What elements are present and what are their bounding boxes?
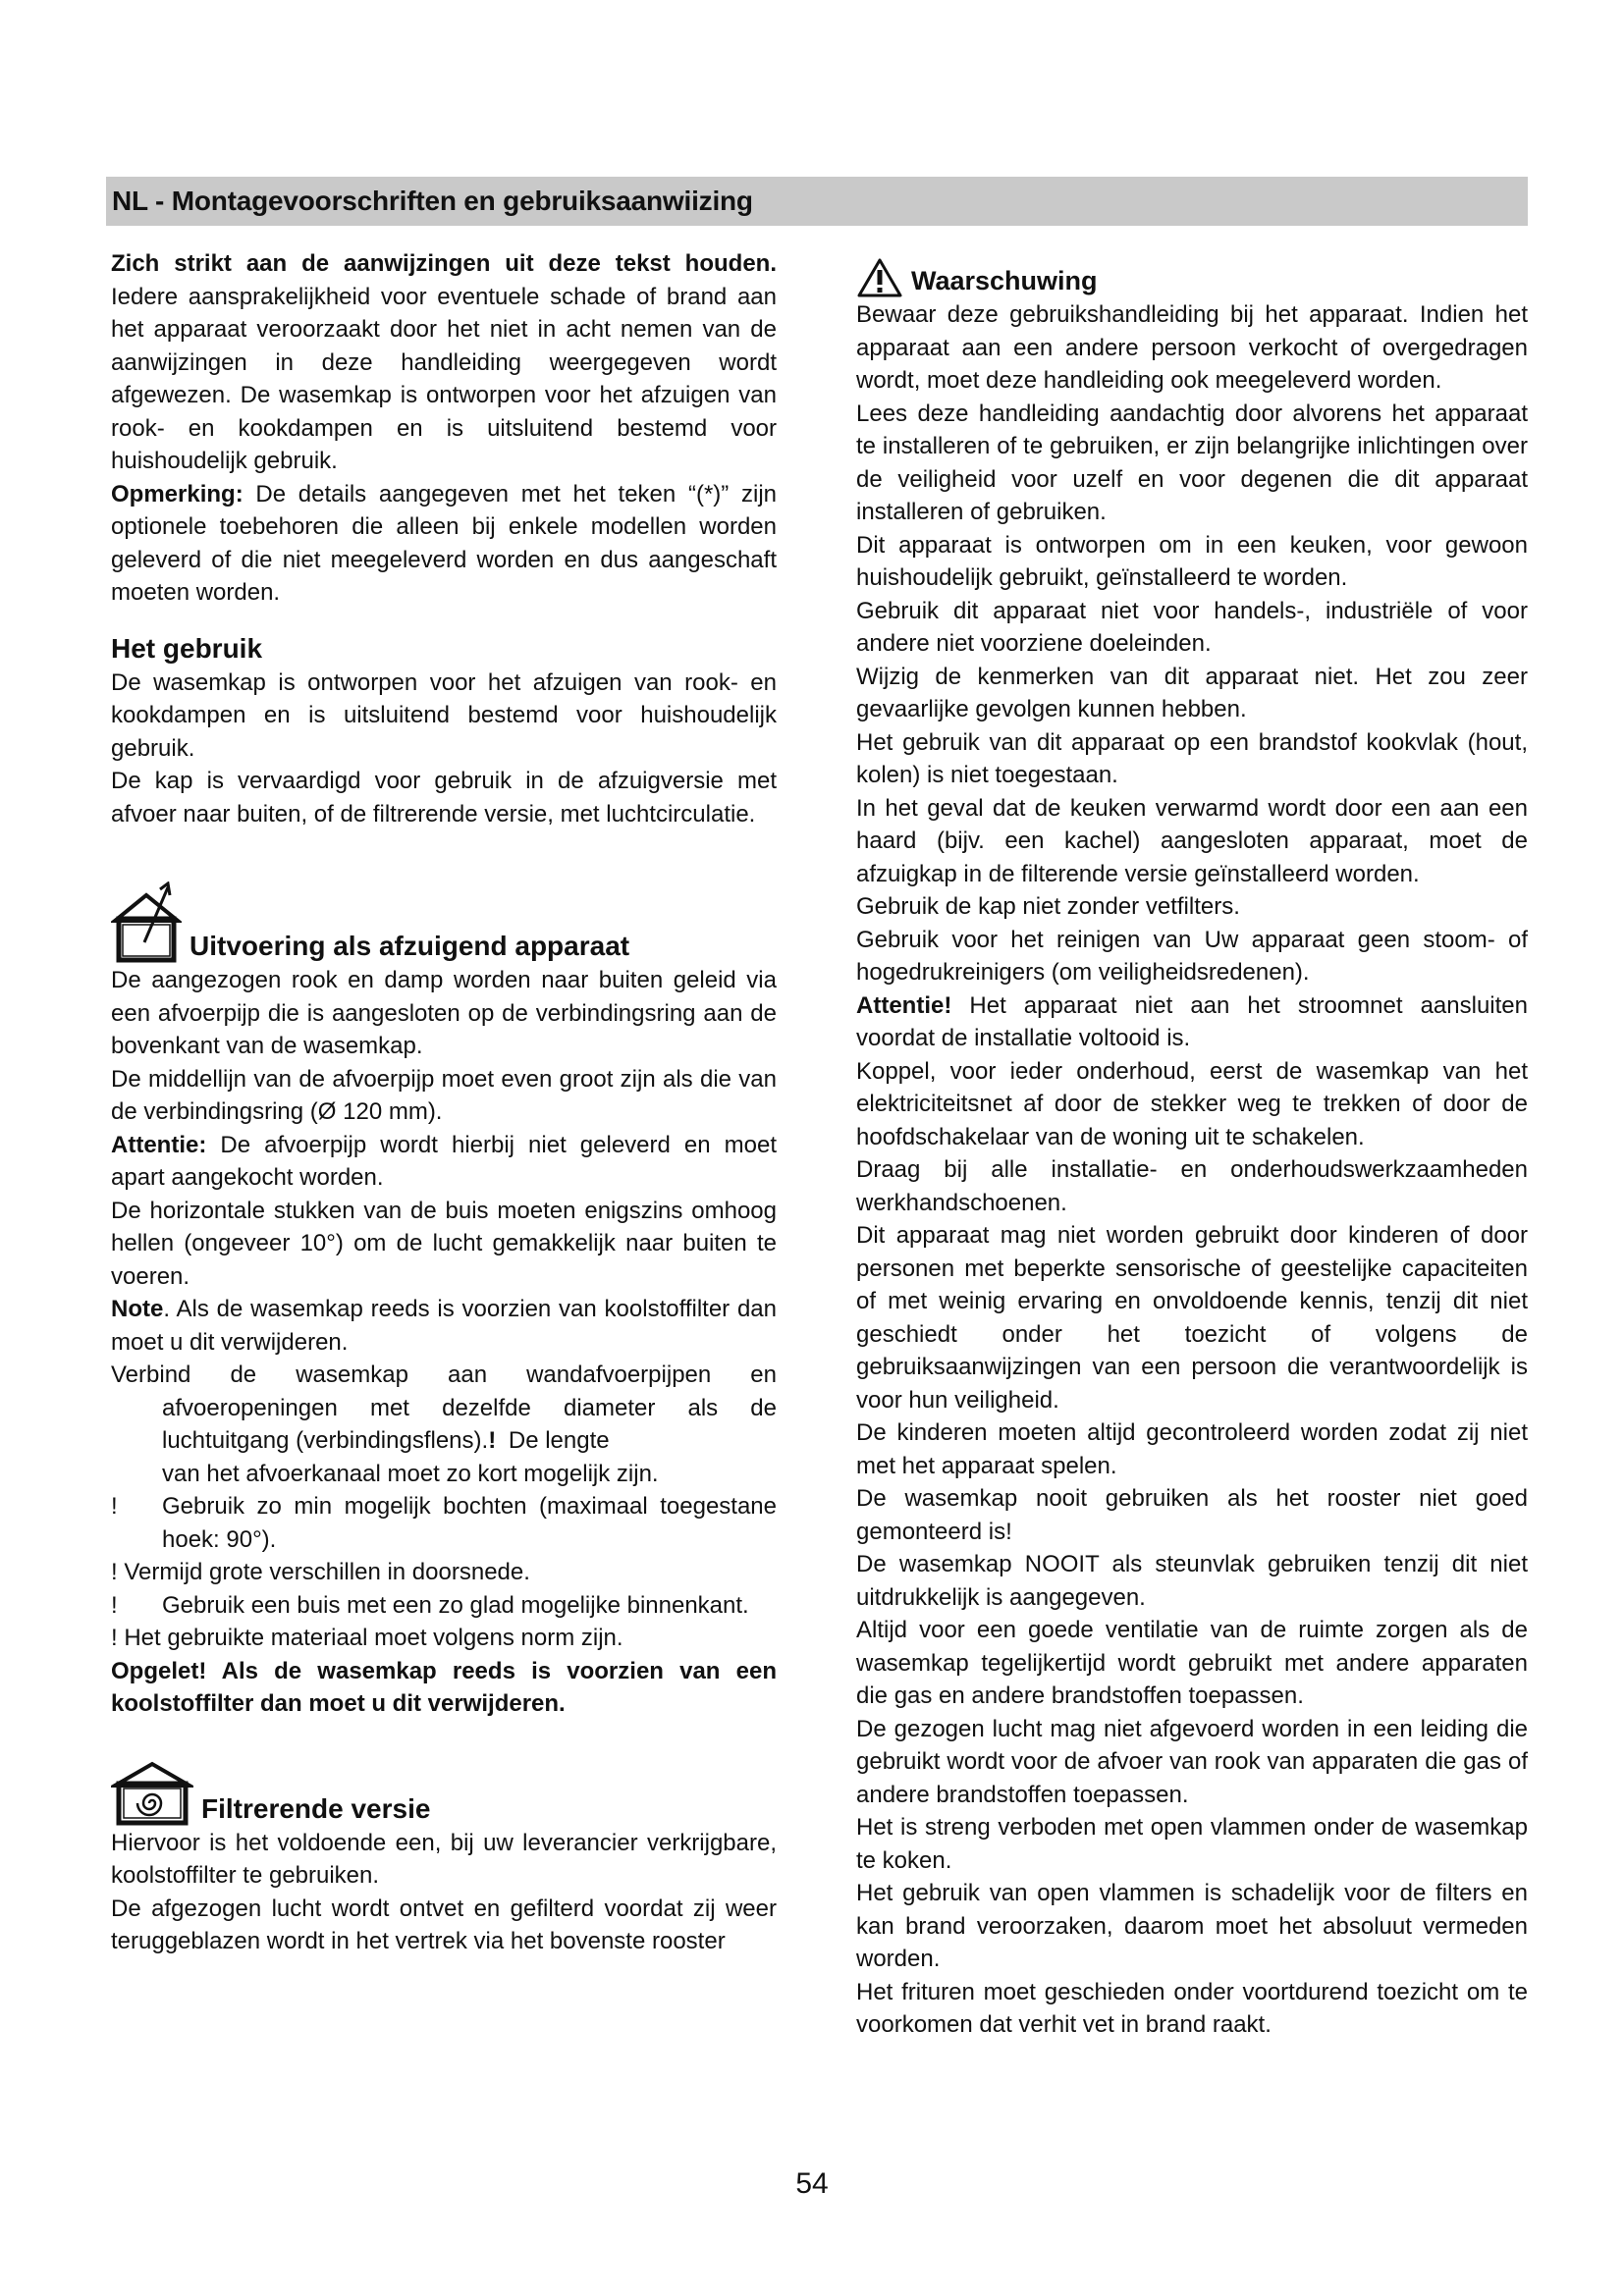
warning-triangle-icon	[856, 257, 903, 298]
filter-paragraph-2: De afgezogen lucht wordt ontvet en gefilterd voordat zij weer teruggeblazen wordt in het vertrek via het bovenste rooster	[111, 1895, 777, 1954]
intro-note	[111, 478, 777, 610]
warning-paragraph: De wasemkap nooit gebruiken als het rooster niet goed gemonteerd is!	[856, 1485, 1528, 1545]
intro-paragraph	[111, 247, 777, 478]
warning-paragraph: Gebruik voor het reinigen van Uw apparaat geen stoom- of hogedrukreinigers (om veiligheidsredenen).	[856, 926, 1528, 986]
warning-paragraph: Gebruik dit apparaat niet voor handels-, industriële of voor andere niet voorziene doeleinden.	[856, 597, 1528, 657]
exhaust-heading: Uitvoering als afzuigend apparaat	[189, 931, 630, 961]
warning-paragraph: Altijd voor een goede ventilatie van de ruimte zorgen als de wasemkap tegelijkertijd wordt gebruikt met andere apparaten die gas en andere brandstoffen toepassen.	[856, 1617, 1528, 1709]
exhaust-warning: Opgelet! Als de wasemkap reeds is voorzien van een koolstoffilter dan moet u dit verwijderen.	[111, 1657, 777, 1717]
bullet-bang: !	[111, 1591, 118, 1619]
exhaust-note	[111, 1293, 777, 1359]
list-item	[111, 1556, 777, 1589]
house-exhaust-icon	[111, 881, 182, 964]
left-column	[111, 247, 777, 1958]
connect-line-3-text: De lengte	[508, 1427, 610, 1454]
connect-line-2-text: afvoeropeningen met dezelfde diameter als de luchtuitgang (verbindingsflens).	[162, 1394, 777, 1454]
warning-heading-row	[856, 257, 1528, 298]
warning-attention-label: Attentie!	[856, 991, 952, 1019]
bullet-text: Gebruik een buis met een zo glad mogelijke binnenkant.	[162, 1591, 749, 1619]
page-number: 54	[795, 2167, 829, 2200]
list-item	[111, 1589, 777, 1623]
exhaust-attention-text: De afvoerpijp wordt hierbij niet geleverd en moet apart aangekocht worden.	[111, 1131, 778, 1191]
list-item	[111, 1490, 777, 1556]
warning-paragraph: Koppel, voor ieder onderhoud, eerst de wasemkap van het elektriciteitsnet af door de stekker weg te trekken of door de hoofdschakelaar van de woning uit te schakelen.	[856, 1057, 1528, 1150]
filter-heading-row	[111, 1760, 777, 1827]
usage-paragraph-1: De wasemkap is ontworpen voor het afzuigen van rook- en kookdampen en is uitsluitend bestemd voor huishoudelijk gebruik.	[111, 668, 777, 762]
warning-attention-text: Het apparaat niet aan het stroomnet aansluiten voordat de installatie voltooid is.	[856, 991, 1528, 1051]
usage-heading: Het gebruik	[111, 632, 263, 664]
bullet-text: Vermijd grote verschillen in doorsnede.	[124, 1559, 530, 1585]
warning-paragraph: Draag bij alle installatie- en onderhoudswerkzaamheden werkhandschoenen.	[856, 1156, 1528, 1216]
warning-paragraph: Het gebruik van dit apparaat op een brandstof kookvlak (hout, kolen) is niet toegestaan.	[856, 728, 1528, 788]
intro-lead: Zich strikt aan de aanwijzingen uit deze tekst houden.	[111, 250, 777, 277]
bullet-bang: !	[111, 1493, 118, 1520]
warning-paragraph: Het frituren moet geschieden onder voortdurend toezicht om te voorkomen dat verhit vet in brand raakt.	[856, 1978, 1528, 2038]
intro-text: Iedere aansprakelijkheid voor eventuele schade of brand aan het apparaat veroorzaakt door het niet in acht nemen van de aanwijzingen in deze handleiding weergegeven wordt afgewezen. De wasemkap is ontworpen voor het afzuigen van rook- en kookdampen en is uitsluitend bestemd voor huishoudelijk gebruik.	[111, 283, 777, 474]
page-title-bar	[106, 177, 1528, 226]
warning-paragraph: Het gebruik van open vlammen is schadelijk voor de filters en kan brand veroorzaken, daarom moet het absoluut vermeden worden.	[856, 1880, 1528, 1972]
exhaust-paragraph-2: De middellijn van de afvoerpijp moet even groot zijn als die van de verbindingsring (Ø 120 mm).	[111, 1065, 777, 1125]
connect-line-2	[111, 1392, 777, 1458]
warning-attention	[856, 989, 1528, 1055]
filter-paragraph-1: Hiervoor is het voldoende een, bij uw leverancier verkrijgbare, koolstoffilter te gebruiken.	[111, 1829, 777, 1889]
bullet-text: Gebruik zo min mogelijk bochten (maximaal toegestane hoek: 90°).	[162, 1493, 777, 1553]
bullet-bang: !	[111, 1559, 118, 1585]
list-item	[111, 1622, 777, 1655]
intro-note-text: De details aangegeven met het teken “(*)” zijn optionele toebehoren die alleen bij enkele modellen worden geleverd of die niet meegeleverd worden en dus aangeschaft moeten worden.	[111, 480, 777, 606]
bullet-bang: !	[111, 1625, 118, 1651]
exhaust-attention	[111, 1129, 777, 1195]
warning-paragraph: Gebruik de kap niet zonder vetfilters.	[856, 893, 1240, 920]
filter-heading: Filtrerende versie	[201, 1792, 431, 1824]
warning-paragraph: Dit apparaat mag niet worden gebruikt door kinderen of door personen met beperkte sensorische of geestelijke capaciteiten of met weinig ervaring en onvoldoende kennis, tenzij dit niet geschiedt onder het toezicht of volgens de gebruiksaanwijzingen van een persoon die verantwoordelijk is voor hun veiligheid.	[856, 1222, 1528, 1414]
warning-paragraph: Lees deze handleiding aandachtig door alvorens het apparaat te installeren of te gebruiken, er zijn belangrijke inlichtingen over de veiligheid voor uzelf en voor degenen die dit apparaat installeren of gebruiken.	[856, 400, 1528, 525]
warning-paragraph: In het geval dat de keuken verwarmd wordt door een aan een haard (bijv. een kachel) aangesloten apparaat, moet de afzuigkap in de filterende versie geïnstalleerd worden.	[856, 794, 1528, 887]
exhaust-paragraph-1: De aangezogen rook en damp worden naar buiten geleid via een afvoerpijp die is aangesloten op de verbindingsring aan de bovenkant van de wasemkap.	[111, 967, 777, 1059]
exhaust-note-text: . Als de wasemkap reeds is voorzien van koolstoffilter dan moet u dit verwijderen.	[111, 1296, 777, 1356]
page-title: NL - Montagevoorschriften en gebruiksaanwiizing	[112, 186, 753, 216]
connect-line-4: van het afvoerkanaal moet zo kort mogelijk zijn.	[162, 1460, 659, 1487]
usage-paragraph-2: De kap is vervaardigd voor gebruik in de afzuigversie met afvoer naar buiten, of de filtrerende versie, met luchtcirculatie.	[111, 768, 777, 828]
connect-line-1: Verbind de wasemkap aan wandafvoerpijpen en	[111, 1362, 777, 1388]
warning-paragraph: Het is streng verboden met open vlammen onder de wasemkap te koken.	[856, 1814, 1528, 1874]
connect-bang: !	[488, 1427, 497, 1454]
exhaust-heading-row	[111, 881, 777, 964]
warning-paragraph: Bewaar deze gebruikshandleiding bij het apparaat. Indien het apparaat aan een andere persoon verkocht of overgedragen wordt, moet deze handleiding ook meegeleverd worden.	[856, 301, 1528, 394]
exhaust-paragraph-3: De horizontale stukken van de buis moeten enigszins omhoog hellen (ongeveer 10°) om de lucht gemakkelijk naar buiten te voeren.	[111, 1197, 777, 1290]
house-filter-icon	[111, 1760, 193, 1827]
right-column	[856, 247, 1528, 2042]
warning-heading: Waarschuwing	[911, 266, 1098, 295]
exhaust-note-label: Note	[111, 1296, 164, 1322]
intro-note-label: Opmerking:	[111, 480, 244, 507]
warning-paragraph: De wasemkap NOOIT als steunvlak gebruiken tenzij dit niet uitdrukkelijk is aangegeven.	[856, 1551, 1528, 1611]
bullet-text: Het gebruikte materiaal moet volgens norm zijn.	[124, 1625, 623, 1651]
exhaust-attention-label: Attentie:	[111, 1131, 207, 1158]
warning-paragraph: De gezogen lucht mag niet afgevoerd worden in een leiding die gebruikt wordt voor de afvoer van rook van apparaten die gas of andere brandstoffen toepassen.	[856, 1715, 1528, 1808]
warning-paragraph: Wijzig de kenmerken van dit apparaat niet. Het zou zeer gevaarlijke gevolgen kunnen hebben.	[856, 663, 1528, 722]
warning-paragraph: De kinderen moeten altijd gecontroleerd worden zodat zij niet met het apparaat spelen.	[856, 1419, 1528, 1479]
warning-paragraph: Dit apparaat is ontworpen om in een keuken, voor gewoon huishoudelijk gebruikt, geïnstalleerd te worden.	[856, 531, 1528, 591]
